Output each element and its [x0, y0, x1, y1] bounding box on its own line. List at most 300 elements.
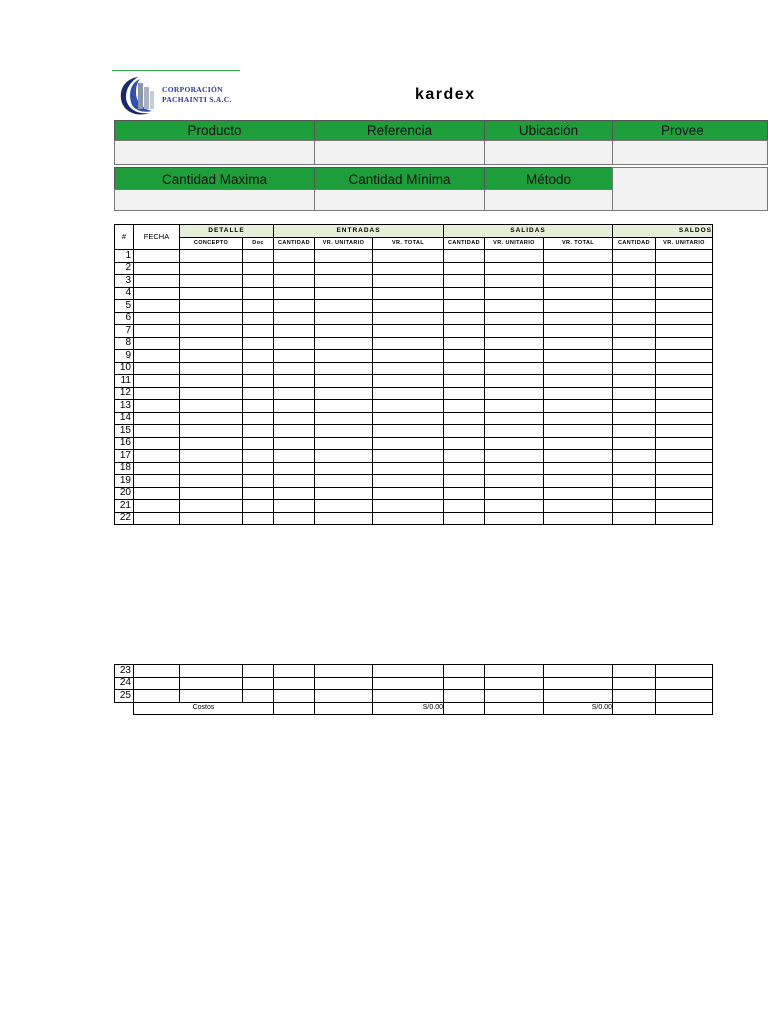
table-cell[interactable]: [656, 412, 713, 425]
row-number: 3: [115, 275, 134, 288]
table-cell[interactable]: [373, 690, 444, 703]
table-cell[interactable]: [613, 500, 656, 513]
table-cell[interactable]: [444, 677, 485, 690]
table-cell[interactable]: [656, 677, 713, 690]
table-cell[interactable]: [544, 337, 613, 350]
table-cell[interactable]: [243, 450, 274, 463]
table-cell[interactable]: [180, 425, 243, 438]
table-cell[interactable]: [180, 312, 243, 325]
table-cell[interactable]: [544, 275, 613, 288]
table-cell[interactable]: [373, 450, 444, 463]
table-cell[interactable]: [373, 362, 444, 375]
table-cell[interactable]: [243, 462, 274, 475]
table-cell[interactable]: [274, 665, 315, 678]
table-cell[interactable]: [243, 425, 274, 438]
table-cell[interactable]: [274, 475, 315, 488]
table-cell[interactable]: [444, 512, 485, 525]
table-cell[interactable]: [373, 337, 444, 350]
table-cell[interactable]: [613, 425, 656, 438]
table-cell[interactable]: [373, 512, 444, 525]
table-cell[interactable]: [485, 375, 544, 388]
table-cell[interactable]: [544, 312, 613, 325]
label-proveedor: Provee: [612, 120, 768, 141]
table-cell[interactable]: [485, 665, 544, 678]
table-cell[interactable]: [373, 262, 444, 275]
table-cell[interactable]: [315, 337, 373, 350]
table-cell[interactable]: [613, 312, 656, 325]
table-cell[interactable]: [485, 690, 544, 703]
table-cell[interactable]: [485, 300, 544, 313]
table-cell[interactable]: [243, 337, 274, 350]
table-cell[interactable]: [243, 512, 274, 525]
table-cell[interactable]: [134, 362, 180, 375]
table-cell[interactable]: [180, 437, 243, 450]
table-cell[interactable]: [243, 665, 274, 678]
costos-entradas-cantidad: [274, 702, 315, 715]
table-cell[interactable]: [656, 690, 713, 703]
table-cell[interactable]: [315, 375, 373, 388]
table-cell[interactable]: [485, 677, 544, 690]
table-cell[interactable]: [134, 400, 180, 413]
table-cell[interactable]: [485, 362, 544, 375]
table-cell[interactable]: [180, 300, 243, 313]
table-cell[interactable]: [274, 275, 315, 288]
table-cell[interactable]: [243, 437, 274, 450]
table-cell[interactable]: [613, 337, 656, 350]
input-producto[interactable]: [114, 140, 315, 165]
table-cell[interactable]: [373, 487, 444, 500]
table-cell[interactable]: [373, 677, 444, 690]
table-cell[interactable]: [274, 512, 315, 525]
table-cell[interactable]: [544, 400, 613, 413]
table-cell[interactable]: [485, 287, 544, 300]
table-cell[interactable]: [315, 677, 373, 690]
table-cell[interactable]: [274, 677, 315, 690]
table-cell[interactable]: [544, 387, 613, 400]
table-cell[interactable]: [180, 337, 243, 350]
table-cell[interactable]: [180, 387, 243, 400]
table-cell[interactable]: [180, 450, 243, 463]
table-cell[interactable]: [315, 437, 373, 450]
table-cell[interactable]: [315, 300, 373, 313]
table-cell[interactable]: [444, 337, 485, 350]
table-cell[interactable]: [274, 250, 315, 263]
table-cell[interactable]: [373, 275, 444, 288]
table-cell[interactable]: [315, 287, 373, 300]
row-number: 13: [115, 400, 134, 413]
table-cell[interactable]: [444, 350, 485, 363]
table-cell[interactable]: [134, 337, 180, 350]
table-cell[interactable]: [544, 487, 613, 500]
table-cell[interactable]: [613, 250, 656, 263]
table-cell[interactable]: [180, 677, 243, 690]
table-cell[interactable]: [613, 287, 656, 300]
table-cell[interactable]: [613, 512, 656, 525]
table-cell[interactable]: [485, 437, 544, 450]
table-cell[interactable]: [613, 450, 656, 463]
table-cell[interactable]: [243, 350, 274, 363]
table-cell[interactable]: [243, 262, 274, 275]
table-cell[interactable]: [544, 665, 613, 678]
table-cell[interactable]: [373, 475, 444, 488]
col-saldos-cantidad: CANTIDAD: [613, 237, 656, 250]
table-cell[interactable]: [544, 362, 613, 375]
table-cell[interactable]: [444, 500, 485, 513]
table-cell[interactable]: [243, 475, 274, 488]
table-cell[interactable]: [485, 487, 544, 500]
table-cell[interactable]: [180, 275, 243, 288]
table-cell[interactable]: [444, 287, 485, 300]
table-cell[interactable]: [274, 425, 315, 438]
table-cell[interactable]: [544, 325, 613, 338]
table-cell[interactable]: [373, 387, 444, 400]
row-number: 23: [115, 665, 134, 678]
table-cell[interactable]: [544, 350, 613, 363]
row-number: 18: [115, 462, 134, 475]
table-cell[interactable]: [274, 462, 315, 475]
table-cell[interactable]: [274, 450, 315, 463]
table-cell[interactable]: [656, 462, 713, 475]
table-cell[interactable]: [656, 362, 713, 375]
table-cell[interactable]: [243, 375, 274, 388]
table-cell[interactable]: [315, 690, 373, 703]
label-ubicacion: Ubicación: [484, 120, 613, 141]
table-cell[interactable]: [315, 425, 373, 438]
table-cell[interactable]: [134, 275, 180, 288]
table-cell[interactable]: [373, 325, 444, 338]
table-cell[interactable]: [274, 690, 315, 703]
table-cell[interactable]: [613, 362, 656, 375]
table-cell[interactable]: [373, 250, 444, 263]
table-cell[interactable]: [656, 400, 713, 413]
input-cantidad-minima[interactable]: [314, 189, 485, 211]
table-cell[interactable]: [243, 325, 274, 338]
table-cell[interactable]: [656, 287, 713, 300]
table-cell[interactable]: [485, 500, 544, 513]
table-cell[interactable]: [656, 512, 713, 525]
table-row: [115, 287, 713, 300]
table-cell[interactable]: [656, 437, 713, 450]
table-cell[interactable]: [373, 500, 444, 513]
table-cell[interactable]: [134, 665, 180, 678]
table-cell[interactable]: [444, 262, 485, 275]
table-cell[interactable]: [485, 350, 544, 363]
table-cell[interactable]: [180, 475, 243, 488]
table-cell[interactable]: [134, 325, 180, 338]
row-number: 21: [115, 500, 134, 513]
table-cell[interactable]: [613, 462, 656, 475]
table-cell[interactable]: [544, 462, 613, 475]
table-cell[interactable]: [444, 325, 485, 338]
table-cell[interactable]: [134, 375, 180, 388]
table-cell[interactable]: [134, 412, 180, 425]
table-cell[interactable]: [134, 500, 180, 513]
table-cell[interactable]: [656, 500, 713, 513]
table-cell[interactable]: [274, 387, 315, 400]
table-cell[interactable]: [274, 337, 315, 350]
table-cell[interactable]: [444, 362, 485, 375]
table-cell[interactable]: [656, 275, 713, 288]
table-cell[interactable]: [180, 362, 243, 375]
table-cell[interactable]: [373, 400, 444, 413]
table-cell[interactable]: [243, 690, 274, 703]
table-cell[interactable]: [373, 375, 444, 388]
table-cell[interactable]: [134, 512, 180, 525]
table-cell[interactable]: [544, 475, 613, 488]
table-cell[interactable]: [613, 400, 656, 413]
table-cell[interactable]: [613, 412, 656, 425]
table-cell[interactable]: [274, 300, 315, 313]
table-cell[interactable]: [134, 300, 180, 313]
table-cell[interactable]: [444, 487, 485, 500]
table-cell[interactable]: [274, 487, 315, 500]
table-cell[interactable]: [485, 425, 544, 438]
table-cell[interactable]: [544, 512, 613, 525]
table-cell[interactable]: [656, 387, 713, 400]
table-cell[interactable]: [180, 262, 243, 275]
table-cell[interactable]: [444, 300, 485, 313]
table-cell[interactable]: [315, 275, 373, 288]
table-cell[interactable]: [613, 387, 656, 400]
table-cell[interactable]: [656, 337, 713, 350]
table-cell[interactable]: [134, 487, 180, 500]
table-cell[interactable]: [315, 412, 373, 425]
table-cell[interactable]: [274, 375, 315, 388]
table-cell[interactable]: [444, 690, 485, 703]
table-cell[interactable]: [485, 412, 544, 425]
table-cell[interactable]: [134, 250, 180, 263]
table-cell[interactable]: [485, 262, 544, 275]
table-cell[interactable]: [315, 312, 373, 325]
table-cell[interactable]: [656, 300, 713, 313]
table-cell[interactable]: [544, 375, 613, 388]
table-cell[interactable]: [315, 250, 373, 263]
table-cell[interactable]: [274, 500, 315, 513]
table-cell[interactable]: [134, 475, 180, 488]
table-cell[interactable]: [485, 337, 544, 350]
table-cell[interactable]: [180, 375, 243, 388]
row-number: 16: [115, 437, 134, 450]
table-cell[interactable]: [656, 665, 713, 678]
table-cell[interactable]: [613, 437, 656, 450]
col-entradas-vr-unitario: VR. UNITARIO: [315, 237, 373, 250]
table-cell[interactable]: [656, 312, 713, 325]
table-cell[interactable]: [243, 677, 274, 690]
table-cell[interactable]: [485, 450, 544, 463]
table-cell[interactable]: [656, 450, 713, 463]
table-cell[interactable]: [444, 437, 485, 450]
table-cell[interactable]: [180, 412, 243, 425]
table-cell[interactable]: [180, 462, 243, 475]
table-cell[interactable]: [613, 677, 656, 690]
table-cell[interactable]: [485, 512, 544, 525]
table-cell[interactable]: [315, 450, 373, 463]
table-cell[interactable]: [613, 475, 656, 488]
table-cell[interactable]: [134, 350, 180, 363]
col-concepto: CONCEPTO: [180, 237, 243, 250]
table-cell[interactable]: [180, 690, 243, 703]
table-cell[interactable]: [274, 437, 315, 450]
table-cell[interactable]: [180, 665, 243, 678]
table-cell[interactable]: [444, 450, 485, 463]
table-cell[interactable]: [373, 462, 444, 475]
table-cell[interactable]: [243, 387, 274, 400]
table-cell[interactable]: [134, 677, 180, 690]
table-cell[interactable]: [243, 487, 274, 500]
table-cell[interactable]: [656, 250, 713, 263]
col-doc: Doc: [243, 237, 274, 250]
table-cell[interactable]: [243, 400, 274, 413]
table-cell[interactable]: [444, 387, 485, 400]
table-cell[interactable]: [274, 412, 315, 425]
table-cell[interactable]: [315, 387, 373, 400]
table-cell[interactable]: [544, 300, 613, 313]
table-cell[interactable]: [656, 475, 713, 488]
input-metodo-value[interactable]: [484, 189, 613, 211]
table-cell[interactable]: [485, 312, 544, 325]
table-cell[interactable]: [180, 325, 243, 338]
table-cell[interactable]: [134, 690, 180, 703]
table-cell[interactable]: [180, 350, 243, 363]
table-cell[interactable]: [243, 275, 274, 288]
table-cell[interactable]: [613, 665, 656, 678]
table-cell[interactable]: [544, 412, 613, 425]
table-cell[interactable]: [134, 287, 180, 300]
table-cell[interactable]: [544, 262, 613, 275]
table-cell[interactable]: [544, 425, 613, 438]
table-cell[interactable]: [485, 475, 544, 488]
table-cell[interactable]: [315, 350, 373, 363]
table-cell[interactable]: [656, 487, 713, 500]
table-cell[interactable]: [274, 312, 315, 325]
table-cell[interactable]: [485, 462, 544, 475]
table-cell[interactable]: [444, 462, 485, 475]
table-cell[interactable]: [373, 425, 444, 438]
table-cell[interactable]: [274, 325, 315, 338]
table-cell[interactable]: [274, 400, 315, 413]
table-cell[interactable]: [544, 437, 613, 450]
table-cell[interactable]: [485, 325, 544, 338]
table-cell[interactable]: [613, 487, 656, 500]
table-cell[interactable]: [656, 350, 713, 363]
table-cell[interactable]: [315, 512, 373, 525]
table-cell[interactable]: [243, 500, 274, 513]
input-cantidad-maxima[interactable]: [114, 189, 315, 211]
input-referencia[interactable]: [314, 140, 485, 165]
table-cell[interactable]: [485, 387, 544, 400]
table-cell[interactable]: [180, 487, 243, 500]
table-cell[interactable]: [656, 375, 713, 388]
table-cell[interactable]: [613, 325, 656, 338]
table-cell[interactable]: [373, 412, 444, 425]
table-cell[interactable]: [373, 437, 444, 450]
table-cell[interactable]: [134, 312, 180, 325]
col-entradas-vr-total: VR. TOTAL: [373, 237, 444, 250]
table-cell[interactable]: [180, 250, 243, 263]
table-cell[interactable]: [373, 287, 444, 300]
table-cell[interactable]: [613, 262, 656, 275]
table-cell[interactable]: [373, 350, 444, 363]
table-cell[interactable]: [243, 287, 274, 300]
table-cell[interactable]: [485, 400, 544, 413]
table-cell[interactable]: [180, 500, 243, 513]
table-cell[interactable]: [315, 262, 373, 275]
table-cell[interactable]: [544, 450, 613, 463]
table-cell[interactable]: [274, 262, 315, 275]
table-cell[interactable]: [134, 462, 180, 475]
table-cell[interactable]: [444, 312, 485, 325]
input-proveedor[interactable]: [612, 140, 768, 165]
table-cell[interactable]: [274, 350, 315, 363]
table-cell[interactable]: [444, 250, 485, 263]
table-cell[interactable]: [544, 690, 613, 703]
table-cell[interactable]: [373, 665, 444, 678]
table-cell[interactable]: [544, 677, 613, 690]
table-cell[interactable]: [544, 287, 613, 300]
table-cell[interactable]: [444, 275, 485, 288]
table-cell[interactable]: [274, 362, 315, 375]
table-cell[interactable]: [315, 487, 373, 500]
table-cell[interactable]: [444, 375, 485, 388]
table-cell[interactable]: [444, 400, 485, 413]
building-swoosh-icon: [116, 73, 160, 119]
table-cell[interactable]: [485, 250, 544, 263]
table-cell[interactable]: [134, 450, 180, 463]
table-cell[interactable]: [315, 462, 373, 475]
table-cell[interactable]: [180, 400, 243, 413]
table-cell[interactable]: [315, 325, 373, 338]
table-cell[interactable]: [243, 362, 274, 375]
input-ubicacion[interactable]: [484, 140, 613, 165]
table-cell[interactable]: [243, 312, 274, 325]
table-cell[interactable]: [613, 375, 656, 388]
table-cell[interactable]: [444, 412, 485, 425]
table-cell[interactable]: [243, 412, 274, 425]
table-cell[interactable]: [444, 665, 485, 678]
table-cell[interactable]: [544, 250, 613, 263]
table-cell[interactable]: [544, 500, 613, 513]
table-cell[interactable]: [180, 287, 243, 300]
table-cell[interactable]: [656, 262, 713, 275]
table-cell[interactable]: [274, 287, 315, 300]
table-cell[interactable]: [444, 425, 485, 438]
table-cell[interactable]: [373, 312, 444, 325]
table-cell[interactable]: [444, 475, 485, 488]
table-cell[interactable]: [315, 665, 373, 678]
table-cell[interactable]: [315, 362, 373, 375]
table-cell[interactable]: [613, 350, 656, 363]
table-cell[interactable]: [485, 275, 544, 288]
table-cell[interactable]: [656, 325, 713, 338]
table-cell[interactable]: [613, 300, 656, 313]
table-cell[interactable]: [315, 400, 373, 413]
table-cell[interactable]: [656, 425, 713, 438]
table-cell[interactable]: [315, 500, 373, 513]
table-cell[interactable]: [180, 512, 243, 525]
table-cell[interactable]: [134, 425, 180, 438]
row-number: 8: [115, 337, 134, 350]
table-cell[interactable]: [315, 475, 373, 488]
table-cell[interactable]: [134, 262, 180, 275]
input-metodo[interactable]: [612, 167, 768, 211]
table-cell[interactable]: [243, 250, 274, 263]
table-cell[interactable]: [373, 300, 444, 313]
table-cell[interactable]: [613, 275, 656, 288]
table-cell[interactable]: [243, 300, 274, 313]
table-cell[interactable]: [134, 387, 180, 400]
table-cell[interactable]: [613, 690, 656, 703]
table-cell[interactable]: [134, 437, 180, 450]
